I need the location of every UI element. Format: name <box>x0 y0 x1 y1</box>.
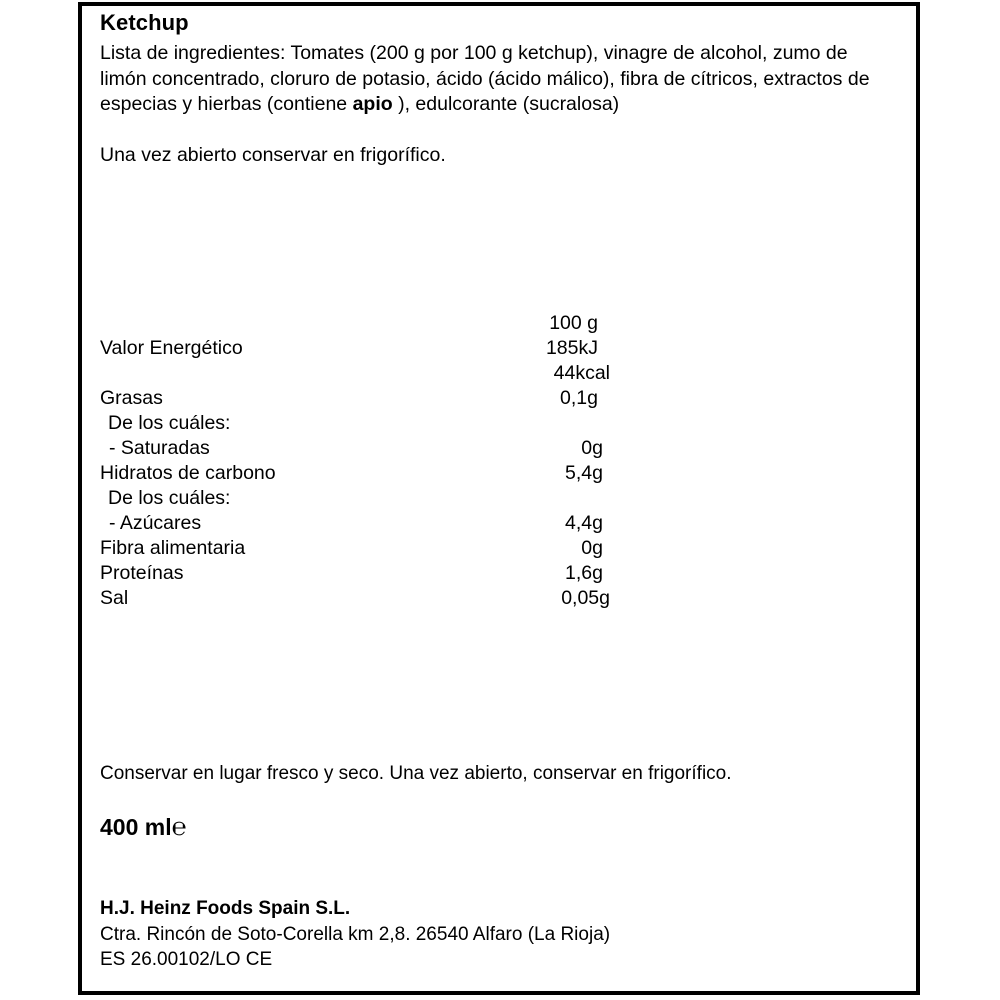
nutrition-row-label: - Azúcares <box>109 512 202 534</box>
ingredients-block <box>100 41 890 118</box>
nutrition-row <box>100 486 610 511</box>
allergen-apio: apio <box>352 93 393 115</box>
nutrition-row <box>100 386 610 411</box>
nutrition-row-label: De los cuáles: <box>108 487 231 509</box>
nutrition-row-label: De los cuáles: <box>108 412 231 434</box>
storage-instruction-bottom: Conservar en lugar fresco y seco. Una vez abierto, conservar en frigorífico. <box>100 763 732 784</box>
nutrition-row-value: 5,4g <box>565 462 603 484</box>
nutrition-row-value: 4,4g <box>565 512 603 534</box>
nutrition-header-row <box>100 311 610 336</box>
nutrition-row-value: 0g <box>581 437 603 459</box>
nutrition-row-value: 0,05g <box>561 587 610 609</box>
nutrition-row <box>100 536 610 561</box>
nutrition-row-label: Valor Energético <box>100 337 243 359</box>
manufacturer-address: Ctra. Rincón de Soto-Corella km 2,8. 26540 Alfaro (La Rioja) <box>100 923 611 945</box>
nutrition-row-value: 1,6g <box>565 562 603 584</box>
nutrition-row <box>100 461 610 486</box>
health-mark-code: ES 26.00102/LO CE <box>100 949 273 970</box>
nutrition-row <box>100 336 610 361</box>
nutrition-row-value: 0,1g <box>560 387 598 409</box>
nutrition-row <box>100 411 610 436</box>
nutrition-row <box>100 561 610 586</box>
net-volume-value: 400 ml <box>100 814 172 840</box>
nutrition-row <box>100 436 610 461</box>
product-label-frame <box>78 2 920 995</box>
manufacturer-block <box>100 896 610 973</box>
ingredients-text <box>100 41 890 118</box>
nutrition-row-value: 185kJ <box>545 337 598 359</box>
nutrition-row-label: Fibra alimentaria <box>100 537 246 559</box>
storage-instruction-top: Una vez abierto conservar en frigorífico. <box>100 144 446 166</box>
net-volume <box>100 812 187 843</box>
estimated-sign-icon: ℮ <box>171 814 187 841</box>
nutrition-row-value: 0g <box>581 537 603 559</box>
nutrition-row-label: Hidratos de carbono <box>100 462 276 484</box>
nutrition-row <box>100 511 610 536</box>
nutrition-row-label: - Saturadas <box>109 437 210 459</box>
nutrition-row-label: Grasas <box>100 387 163 409</box>
nutrition-row <box>100 361 610 386</box>
page-title: Ketchup <box>100 10 189 35</box>
manufacturer-name: H.J. Heinz Foods Spain S.L. <box>100 898 351 919</box>
nutrition-column-header: 100 g <box>549 312 598 334</box>
nutrition-table <box>100 311 610 611</box>
nutrition-row-label: Proteínas <box>100 562 184 584</box>
nutrition-row-value: 44kcal <box>553 362 610 384</box>
ingredients-prefix: Lista de ingredientes: Tomates (200 g por 100 g ketchup), vinagre de alcohol, zumo de limón concentrado, cloruro de potasio, ácido (ácido málico), fibra de cítricos, extractos de especias y hierbas (contiene <box>100 42 870 115</box>
nutrition-row-label: Sal <box>100 587 129 609</box>
nutrition-row <box>100 586 610 611</box>
ingredients-suffix: ), edulcorante (sucralosa) <box>392 93 620 115</box>
